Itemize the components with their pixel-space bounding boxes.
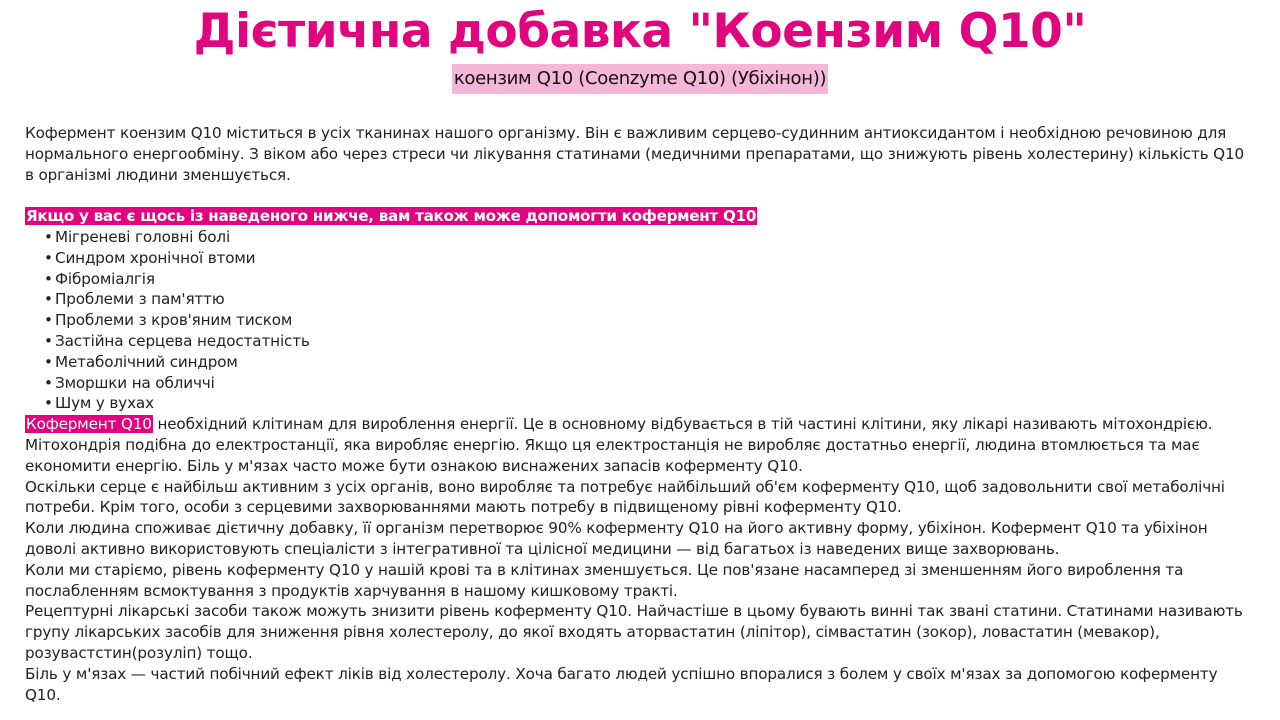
bullet: • [44, 373, 53, 392]
list-item [44, 393, 1257, 414]
energy-paragraph [25, 414, 1257, 476]
list-item-text: Зморшки на обличчі [55, 373, 215, 392]
bullet: • [44, 227, 53, 246]
list-item-text: Фіброміалгія [55, 269, 155, 288]
list-item [44, 352, 1257, 373]
list-item [44, 310, 1257, 331]
paragraph-spacer [25, 185, 1257, 206]
bullet: • [44, 290, 53, 309]
list-item [44, 248, 1257, 269]
bullet: • [44, 394, 53, 413]
statins-paragraph: Рецептурні лікарські засоби також можуть знизити рівень коферменту Q10. Найчастіше в цьому бувають винні так звані статини. Статинами називають групу лікарських засобів для зниження рівня холестеролу, до якої входять аторвастатин (ліпітор), сімвастатин (зокор), ловастатин (мевакор), розувастстин(розуліп) тощо. [25, 602, 1243, 662]
list-item-text: Мігреневі головні болі [55, 227, 231, 246]
aging-paragraph: Коли ми старіємо, рівень коферменту Q10 у нашій крові та в клітинах зменшується. Це пов'язане насамперед зі зменшенням його вироблення та послабленням всмоктування з продуктів харчування в нашому кишковому тракті. [25, 560, 1184, 600]
list-item-text: Застійна серцева недостатність [55, 331, 310, 350]
muscle-pain-paragraph: Біль у м'язах — частий побічний ефект ліків від холестеролу. Хоча багато людей успішно впоралися з болем у своїх м'язах за допомогою коферменту Q10. [25, 664, 1218, 704]
bullet: • [44, 352, 53, 371]
list-item [44, 331, 1257, 352]
page-title: Дієтична добавка "Коензим Q10" [193, 4, 1087, 59]
list-item-text: Проблеми з пам'яттю [55, 290, 225, 309]
subtitle: коензим Q10 (Coenzyme Q10) (Убіхінон)) [452, 64, 828, 94]
list-item-text: Синдром хронічної втоми [55, 248, 256, 267]
list-item [44, 373, 1257, 394]
intro-paragraph: Кофермент коензим Q10 міститься в усіх тканинах нашого організму. Він є важливим серцево-судинним антиоксидантом і необхідною речовиною для нормального енергообміну. З віком або через стреси чи лікування статинами (медичними препаратами, що знижують рівень холестерину) кількість Q10 в організмі людини зменшується. [25, 124, 1245, 184]
heart-paragraph: Оскільки серце є найбільш активним з усіх органів, воно виробляє та потребує найбільший об'єм коферменту Q10, щоб задовольнити свої метаболічні потреби. Крім того, особи з серцевими захворюваннями мають потребу в підвищеному рівні коферменту Q10. [25, 477, 1225, 517]
symptoms-heading-line [25, 206, 1257, 227]
highlighted-term: Кофермент Q10 [26, 415, 152, 434]
list-item-text: Шум у вухах [55, 394, 154, 413]
list-item-text: Проблеми з кров'яним тиском [55, 311, 293, 330]
bullet: • [44, 331, 53, 350]
subtitle-container [0, 64, 1280, 94]
supplement-paragraph: Коли людина споживає дієтичну добавку, її організм перетворює 90% коферменту Q10 на його активну форму, убіхінон. Кофермент Q10 та убіхінон доволі активно використовують спеціалісти з інтегративної та цілісної медицини — від багатьох із наведених вище захворювань. [25, 519, 1208, 558]
symptoms-list [25, 227, 1257, 414]
bullet: • [44, 269, 53, 288]
article-body [25, 123, 1257, 705]
list-item-text: Метаболічний синдром [55, 352, 238, 371]
bullet: • [44, 248, 53, 267]
symptoms-heading: Якщо у вас є щось із наведеного нижче, вам також може допомогти кофермент Q10 [26, 207, 757, 226]
list-item [44, 227, 1257, 248]
bullet: • [44, 311, 53, 330]
list-item [44, 289, 1257, 310]
list-item [44, 269, 1257, 290]
energy-paragraph-text: необхідний клітинам для вироблення енергії. Це в основному відбувається в тій частині клітини, яку лікарі називають мітохондрією. Мітохондрія подібна до електростанції, яка виробляє енергію. Якщо ця електростанція не виробляє достатньо енергії, людина втомлюється та має економити енергію. Біль у м'язах часто може бути ознакою виснажених запасів коферменту Q10. [25, 415, 1213, 475]
